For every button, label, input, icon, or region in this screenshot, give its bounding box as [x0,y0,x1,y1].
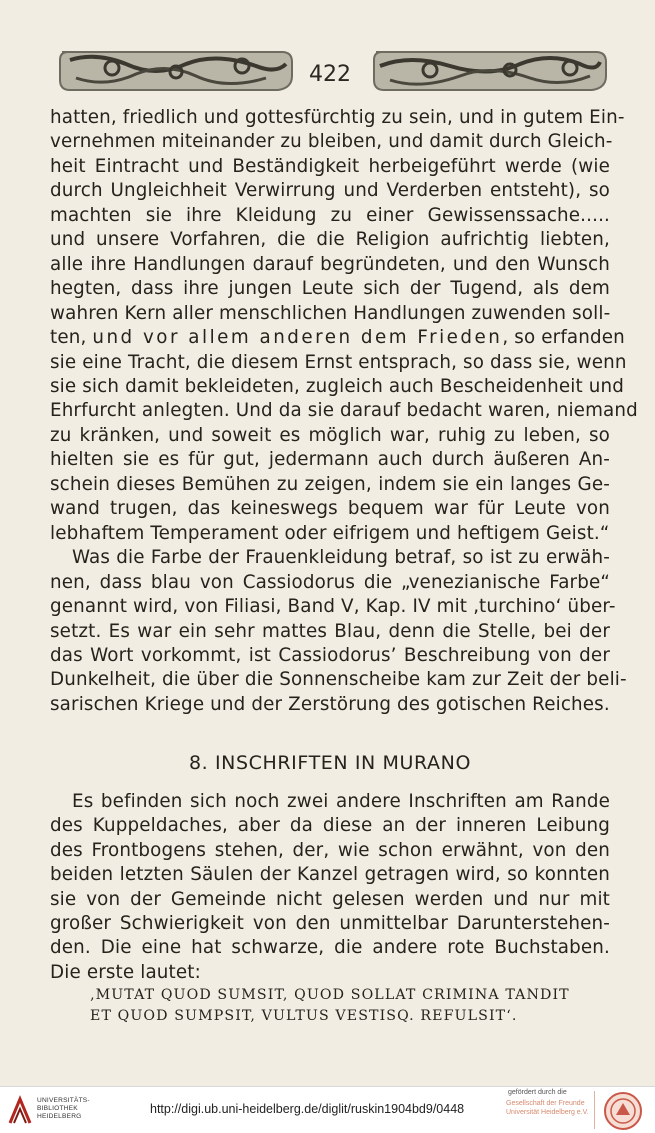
text-line: lebhaftem Temperament oder eifrigem und heftigem Geist.“ [50,522,610,544]
sponsor-name-line: Gesellschaft der Freunde [506,1100,585,1107]
text-line: heit Eintracht und Beständigkeit herbeigeführt werde (wie [50,155,610,177]
university-seal-icon [603,1091,643,1131]
text-line: nen, dass blau von Cassiodorus die „venezianische Farbe“ [50,571,610,593]
text-line [50,326,625,350]
text-line: setzt. Es war ein sehr mattes Blau, denn die Stelle, bei der [50,620,610,642]
text-line: wand trugen, das keineswegs bequem war für Leute von [50,498,610,520]
page-number: 422 [309,62,351,87]
text-line: des Frontbogens stehen, der, wie schon erwähnt, von den [50,839,610,861]
body-text-section-8 [50,790,610,985]
text-line: beiden letzten Säulen der Kanzel getragen wird, so konnten [50,864,610,886]
library-logo-icon [8,1095,32,1125]
text-line: den. Die eine hat schwarze, die andere rote Buchstaben. [50,937,610,959]
text-line: vernehmen miteinander zu bleiben, und damit durch Gleich- [50,131,613,153]
text-line: Dunkelheit, die über die Sonnenscheibe kam zur Zeit der beli- [50,669,627,691]
text-line: zu kränken, und soweit es möglich war, ruhig zu leben, so [50,424,610,446]
emphasized-text: und vor allem anderen dem Frieden [92,327,503,349]
text-line: Was die Farbe der Frauenkleidung betraf, so ist zu erwäh- [72,547,610,569]
sponsor-name [506,1099,589,1117]
text-fragment: ten, [50,327,93,349]
sponsor-name-line: Universität Heidelberg e.V. [506,1109,589,1116]
text-line: durch Ungleichheit Verwirrung und Verderben entsteht), so [50,180,610,202]
text-line: sie von der Gemeinde nicht gelesen werden und nur mit [50,888,610,910]
text-line: Die erste lautet: [50,961,201,983]
text-line: machten sie ihre Kleidung zu einer Gewissenssache..... [50,204,610,226]
left-ornament-icon [56,44,296,100]
text-fragment: , so erfanden [502,327,625,349]
text-line: sarischen Kriege und der Zerstörung des gotischen Reiches. [50,693,610,715]
inscription-line: ET QUOD SUMPSIT, VULTUS VESTISQ. REFULSIT‘. [90,1008,518,1024]
text-line: des Kuppeldaches, aber da diese an der inneren Leibung [50,815,610,837]
inscription-quote [90,985,570,1027]
permalink-url[interactable]: http://digi.ub.uni-heidelberg.de/diglit/ruskin1904bd9/0448 [150,1102,465,1116]
library-name [37,1097,90,1121]
text-line: Es befinden sich noch zwei andere Inschriften am Rande [72,791,610,812]
text-line: Ehrfurcht anlegten. Und da sie darauf bedacht waren, niemand [50,400,638,422]
inscription-line: ‚MUTAT QUOD SUMSIT, QUOD SOLLAT CRIMINA TANDIT [90,987,570,1003]
footer-divider [594,1091,595,1129]
text-line: großer Schwierigkeit von den unmittelbar Darunterstehen- [50,913,610,935]
text-line: hegten, dass ihre jungen Leute sich der Tugend, als dem [50,278,610,300]
text-line: wahren Kern aller menschlichen Handlungen zuwenden soll- [50,302,611,324]
sponsor-label: gefördert durch die [508,1089,567,1096]
viewer-footer [0,1086,655,1133]
library-name-line: BIBLIOTHEK [37,1105,78,1112]
body-text [50,106,638,717]
library-name-line: UNIVERSITÄTS- [37,1097,90,1104]
text-line: hielten sie es für gut, jedermann auch durch äußeren An- [50,449,610,471]
text-line: genannt wird, von Filiasi, Band V, Kap. IV mit ‚turchino‘ über- [50,596,616,618]
text-line: sie sich damit bekleideten, zugleich auch Bescheidenheit und [50,375,624,397]
library-name-line: HEIDELBERG [37,1113,82,1120]
text-line: schein dieses Bemühen zu zeigen, indem sie ein langes Ge- [50,473,610,495]
section-heading: 8. INSCHRIFTEN IN MURANO [188,752,471,774]
text-line: das Wort vorkommt, ist Cassiodorus’ Beschreibung von der [50,644,610,666]
text-line: hatten, friedlich und gottesfürchtig zu sein, und in gutem Ein- [50,107,625,128]
text-line: sie eine Tracht, die diesem Ernst entsprach, so dass sie, wenn [50,351,627,373]
text-line: und unsere Vorfahren, die die Religion aufrichtig liebten, [50,229,610,251]
right-ornament-icon [370,44,610,100]
text-line: alle ihre Handlungen darauf begründeten, und den Wunsch [50,253,610,275]
